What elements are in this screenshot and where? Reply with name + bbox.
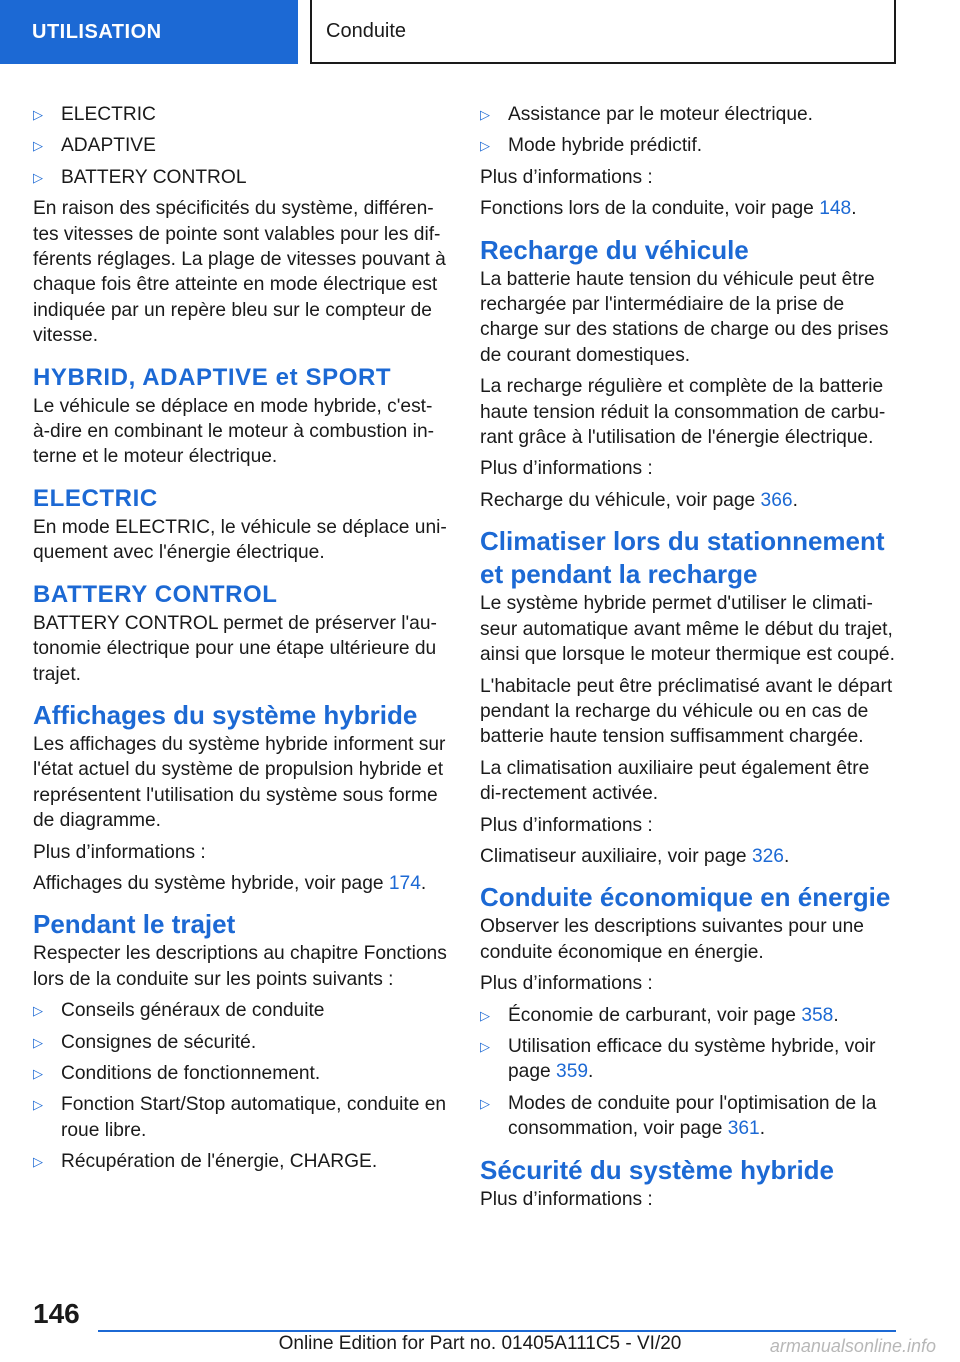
page-link[interactable]: 366 [760,489,793,511]
subsection-box [310,0,896,64]
mode-name: ELECTRIC [61,104,156,125]
cross-reference: Fonctions lors de la conduite, voir page 148. [480,198,857,220]
list-item: ▷ Récupération de l'énergie, CHARGE. [33,1149,448,1174]
list-item: ▷ Assistance par le moteur électrique. [480,102,895,127]
triangle-bullet-icon [33,1149,61,1174]
page-link[interactable]: 359 [556,1061,589,1083]
triangle-bullet-icon [33,998,61,1023]
heading-eco-driving: Conduite économique en énergie [480,882,891,913]
more-info-label: Plus d’informations : [480,973,653,995]
triangle-bullet-icon [33,102,61,127]
list-item: ▷ Fonction Start/Stop automatique, conduite en roue libre. [33,1092,448,1143]
heading-hybrid-displays: Affichages du système hybride [33,699,418,730]
list-item: ▷ Conditions de fonctionnement. [33,1061,448,1086]
triangle-bullet-icon [480,1034,508,1059]
list-item: ▷ Mode hybride prédictif. [480,133,895,158]
triangle-bullet-icon [33,133,61,158]
page-link[interactable]: 326 [751,845,784,867]
triangle-bullet-icon [33,1030,61,1055]
list-item: ▷ Consignes de sécurité. [33,1030,448,1055]
cross-reference: Climatiseur auxiliaire, voir page 326. [480,845,790,867]
heading-electric: ELECTRIC [33,484,158,512]
heading-hybrid: HYBRID, ADAPTIVE et SPORT [33,363,392,391]
heading-recharge: Recharge du véhicule [480,234,749,265]
heading-during-trip: Pendant le trajet [33,909,236,940]
clim-paragraph: L'habitacle peut être préclimatisé avant le départ pendant la recharge du véhicule ou en cas de batterie haute tension suffisamment chargée. [480,675,893,748]
list-item: ▷ Modes de conduite pour l'optimisation de la consommation, voir page 361. [480,1091,895,1142]
triangle-bullet-icon [480,1003,508,1028]
more-info-label: Plus d’informations : [480,1188,653,1210]
more-info-label: Plus d’informations : [480,814,653,836]
triangle-bullet-icon [33,165,61,190]
displays-paragraph: Les affichages du système hybride informent sur l'état actuel du système de propulsion hybride et représentent l'utilisation du système sous forme de diagramme. [33,733,446,832]
page-link[interactable]: 148 [819,198,852,220]
eco-paragraph: Observer les descriptions suivantes pour une conduite économique en énergie. [480,916,864,963]
electric-paragraph: En mode ELECTRIC, le véhicule se déplace uni-quement avec l'énergie électrique. [33,516,447,564]
list-item: ▷ Économie de carburant, voir page 358. [480,1003,895,1028]
mode-name: BATTERY CONTROL [61,166,247,188]
list-item [33,133,448,158]
section-title: UTILISATION [32,20,162,43]
left-column [33,102,448,1181]
watermark: armanualsonline.info [769,1336,936,1356]
heading-hybrid-safety: Sécurité du système hybride [480,1154,835,1185]
page-link[interactable]: 361 [727,1118,760,1140]
triangle-bullet-icon [480,133,508,158]
recharge-paragraph: La recharge régulière et complète de la batterie haute tension réduit la consommation de carbu-rant grâce à l'utilisation de l'énergie électrique. [480,376,886,449]
cross-reference: Affichages du système hybride, voir page 174. [33,872,427,894]
recharge-paragraph: La batterie haute tension du véhicule peut être rechargée par l'intermédiaire de la prise de charge sur des stations de charge ou des prises de courant domestiques. [480,268,889,366]
more-info-label: Plus d’informations : [480,458,653,480]
heading-climatisation: Climatiser lors du stationnement et pendant la recharge [480,526,885,590]
clim-paragraph: Le système hybride permet d'utiliser le climati-seur automatique avant même le début du trajet, ainsi que lorsque le moteur thermique est coupé. [480,593,895,666]
clim-paragraph: La climatisation auxiliaire peut également être di-rectement activée. [480,757,870,805]
trip-paragraph: Respecter les descriptions au chapitre Fonctions lors de la conduite sur les points suivants : [33,943,447,990]
right-column [480,102,895,1218]
section-tab [0,0,298,64]
list-item [33,165,448,190]
more-info-label: Plus d’informations : [480,166,653,188]
triangle-bullet-icon [480,102,508,127]
list-item [33,102,448,127]
battery-paragraph: BATTERY CONTROL permet de préserver l'au-tonomie électrique pour une étape ultérieure du trajet. [33,612,437,685]
cross-reference: Recharge du véhicule, voir page 366. [480,489,798,511]
edition-footer: Online Edition for Part no. 01405A111C5 - VI/20 [278,1333,682,1354]
hybrid-paragraph: Le véhicule se déplace en mode hybride, c'est-à-dire en combinant le moteur à combustion in-terne et le moteur électrique. [33,395,435,468]
page-number: 146 [33,1298,80,1329]
heading-battery-control: BATTERY CONTROL [33,580,278,608]
page-link[interactable]: 174 [388,872,421,894]
triangle-bullet-icon [33,1061,61,1086]
more-info-label: Plus d’informations : [33,841,206,863]
subsection-title: Conduite [326,19,407,42]
list-item: ▷ Conseils généraux de conduite [33,998,448,1023]
list-item: ▷ Utilisation efficace du système hybride, voir page 359. [480,1034,895,1085]
page-link[interactable]: 358 [801,1004,834,1026]
footer-divider [98,1330,896,1332]
triangle-bullet-icon [480,1091,508,1116]
intro-paragraph: En raison des spécificités du système, différen-tes vitesses de pointe sont valables pour les dif-férents réglages. La plage de vitesses pouvant à chaque fois être atteinte en mode électrique est indiquée par un repère bleu sur le compteur de vitesse. [33,198,446,347]
triangle-bullet-icon [33,1092,61,1117]
mode-name: ADAPTIVE [61,135,156,157]
